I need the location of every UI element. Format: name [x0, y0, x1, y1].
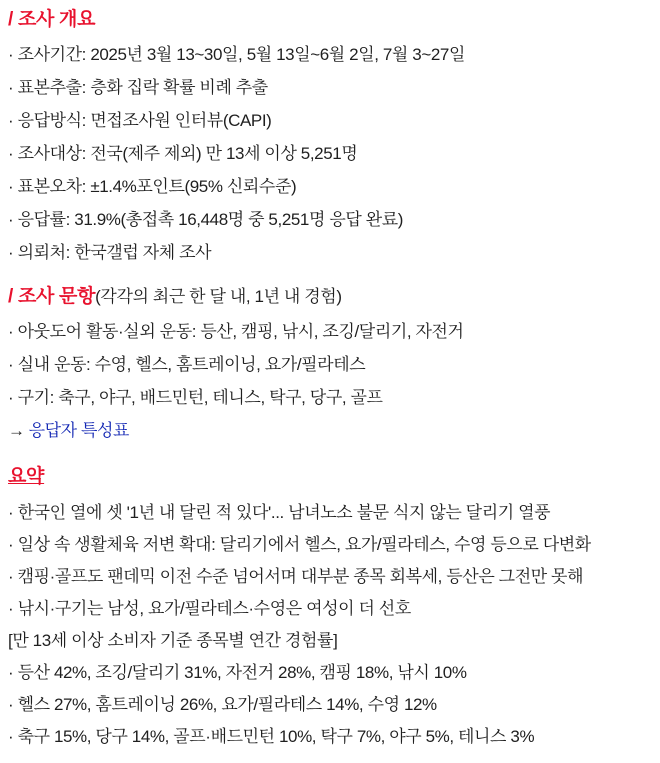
respondent-table-link-line: [8, 414, 654, 447]
questions-title-text: / 조사 문항: [8, 286, 96, 307]
summary-item-gender-preference: · 낚시·구기는 남성, 요가/필라테스·수영은 여성이 더 선호: [8, 599, 411, 618]
summary-bracket-note: [만 13세 이상 소비자 기준 종목별 연간 경험률]: [8, 631, 338, 650]
overview-item-sampling: · 표본추출: 층화 집락 확률 비례 추출: [8, 78, 268, 97]
section-title-overview: / 조사 개요: [8, 9, 96, 30]
overview-item-error: · 표본오차: ±1.4%포인트(95% 신뢰수준): [8, 177, 297, 196]
overview-item-response-rate: · 응답률: 31.9%(총접촉 16,448명 중 5,251명 응답 완료): [8, 210, 403, 229]
overview-item-method: · 응답방식: 면접조사원 인터뷰(CAPI): [8, 111, 272, 130]
overview-item-period: · 조사기간: 2025년 3월 13~30일, 5월 13일~6월 2일, 7월 3~27일: [8, 45, 465, 64]
questions-item-indoor: · 실내 운동: 수영, 헬스, 홈트레이닝, 요가/필라테스: [8, 355, 366, 374]
questions-item-ball-sports: · 구기: 축구, 야구, 배드민턴, 테니스, 탁구, 당구, 골프: [8, 388, 383, 407]
questions-title-suffix: (각각의 최근 한 달 내, 1년 내 경험): [95, 287, 342, 306]
summary-section: [8, 465, 654, 753]
section-title-summary: 요약: [8, 466, 45, 487]
overview-item-target: · 조사대상: 전국(제주 제외) 만 13세 이상 5,251명: [8, 144, 358, 163]
survey-overview-section: [8, 8, 654, 269]
summary-stats-ball-sports: · 축구 15%, 당구 14%, 골프·배드민턴 10%, 탁구 7%, 야구 5%, 테니스 3%: [8, 727, 535, 746]
summary-item-recovery: · 캠핑·골프도 팬데믹 이전 수준 넘어서며 대부분 종목 회복세, 등산은 그전만 못해: [8, 567, 584, 586]
summary-item-running-boom: · 한국인 열에 셋 '1년 내 달린 적 있다'... 남녀노소 불문 식지 않는 달리기 열풍: [8, 503, 551, 522]
survey-questions-section: [8, 285, 654, 447]
overview-item-client: · 의뢰처: 한국갤럽 자체 조사: [8, 243, 212, 262]
respondent-characteristics-link[interactable]: 응답자 특성표: [28, 421, 130, 440]
summary-stats-outdoor: · 등산 42%, 조깅/달리기 31%, 자전거 28%, 캠핑 18%, 낚시 10%: [8, 663, 467, 682]
section-title-questions: [8, 285, 654, 309]
right-arrow-icon: →: [8, 421, 25, 440]
summary-stats-indoor: · 헬스 27%, 홈트레이닝 26%, 요가/필라테스 14%, 수영 12%: [8, 695, 437, 714]
questions-item-outdoor: · 아웃도어 활동·실외 운동: 등산, 캠핑, 낚시, 조깅/달리기, 자전거: [8, 322, 464, 341]
summary-item-diversification: · 일상 속 생활체육 저변 확대: 달리기에서 헬스, 요가/필라테스, 수영 등으로 다변화: [8, 535, 591, 554]
